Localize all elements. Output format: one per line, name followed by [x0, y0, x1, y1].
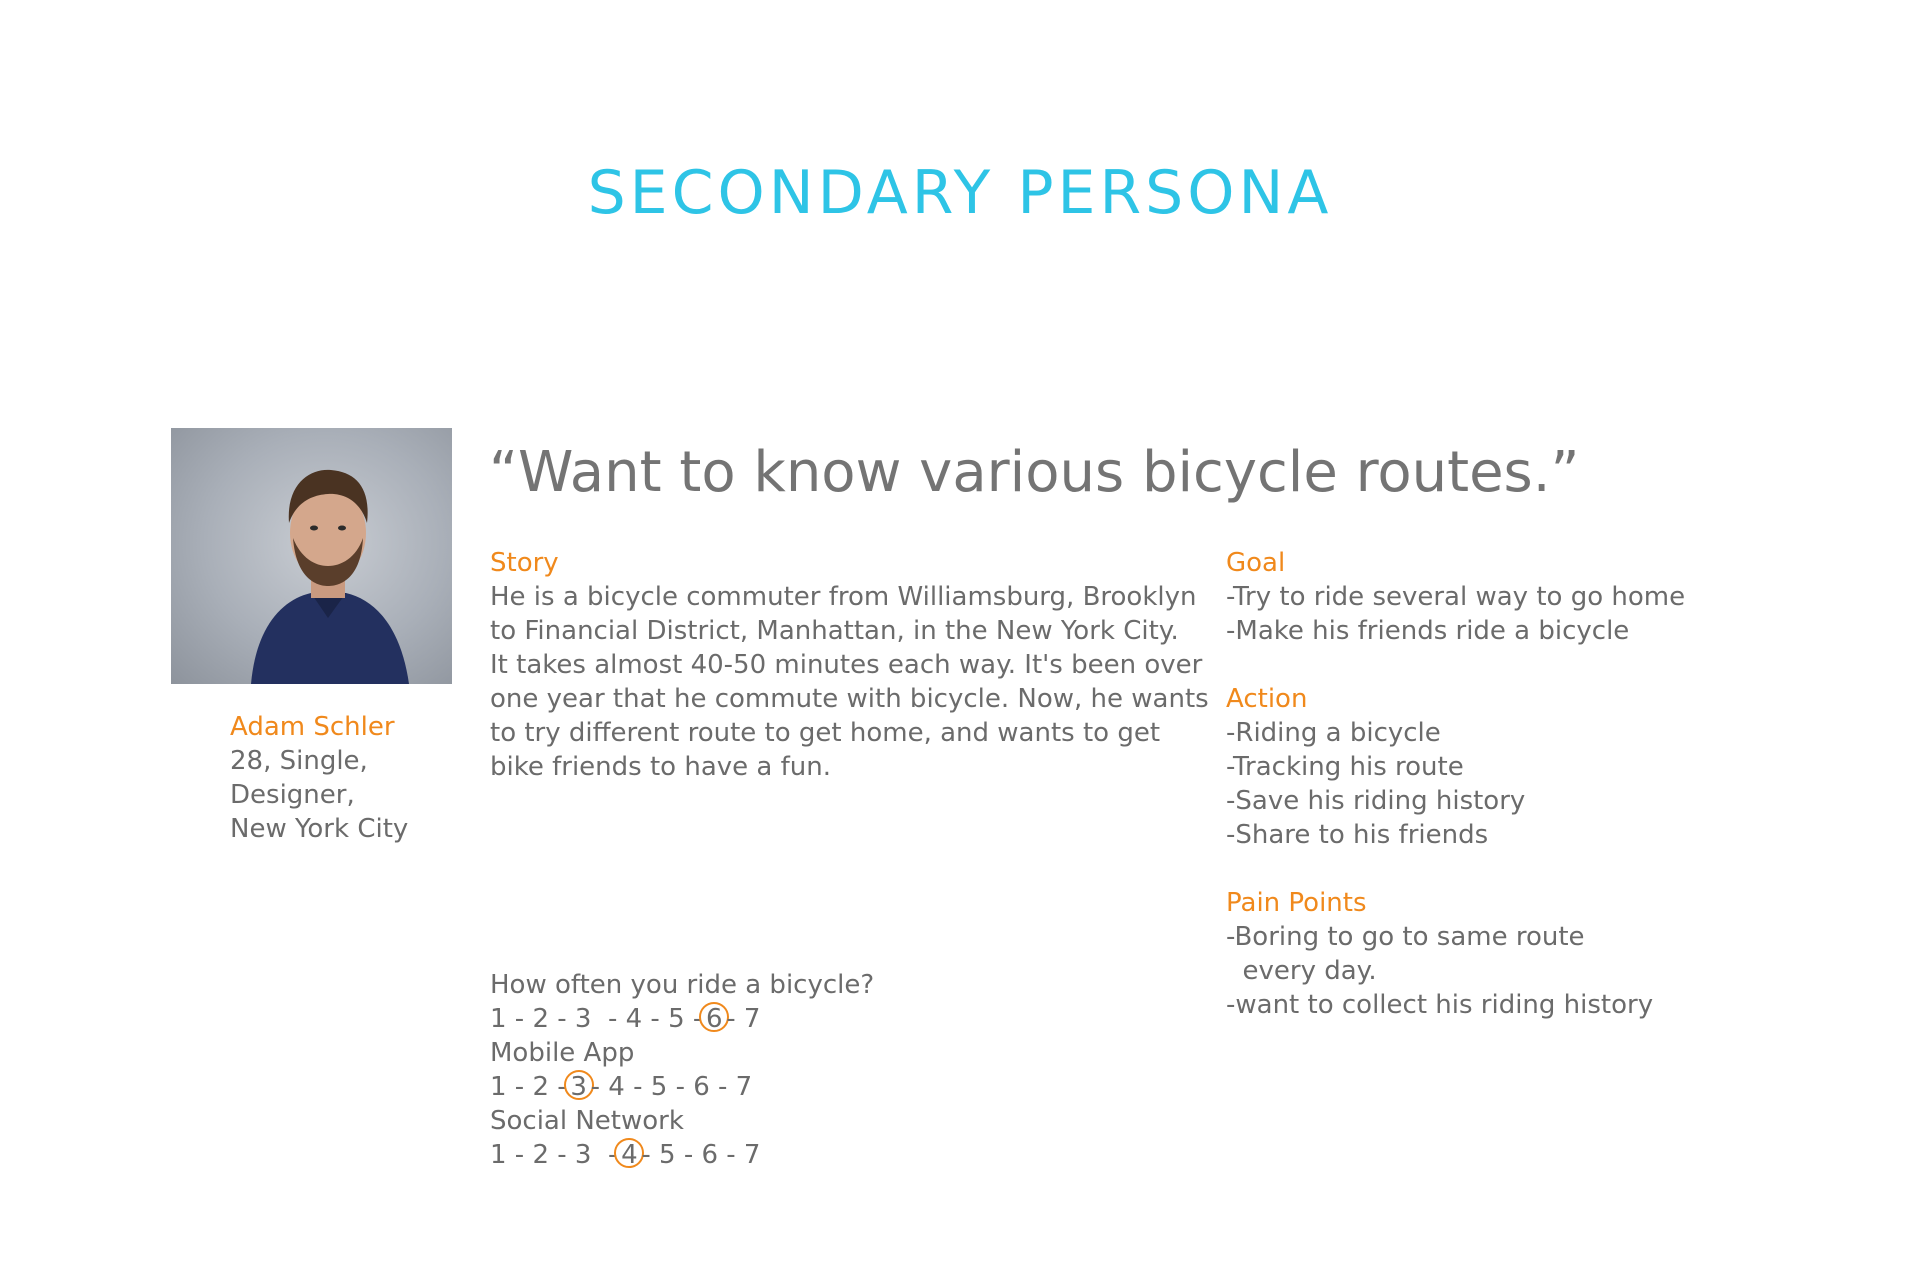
persona-detail: New York City	[230, 814, 409, 844]
selected-rating: 4	[614, 1138, 644, 1168]
story-line: It takes almost 40-50 minutes each way. It's been over	[490, 650, 1203, 680]
selected-rating: 6	[699, 1002, 729, 1032]
rating-scale	[490, 1002, 874, 1036]
pain-point-item: every day.	[1226, 956, 1377, 986]
persona-name: Adam Schler	[230, 712, 395, 742]
persona-photo	[171, 428, 452, 684]
rating-question: Social Network	[490, 1106, 684, 1136]
right-column	[1226, 546, 1685, 1056]
rating-question: How often you ride a bicycle?	[490, 970, 875, 1000]
pain-points-section	[1226, 886, 1685, 1022]
persona-info	[230, 710, 408, 846]
story-heading: Story	[490, 548, 559, 578]
persona-detail: 28, Single,	[230, 746, 368, 776]
selected-rating: 3	[564, 1070, 594, 1100]
story-line: bike friends to have a fun.	[490, 752, 831, 782]
story-section	[490, 546, 1210, 784]
scale-before: 1 - 2 - 3 -	[490, 1140, 618, 1170]
story-line: one year that he commute with bicycle. Now, he wants	[490, 684, 1209, 714]
goal-item: -Make his friends ride a bicycle	[1226, 616, 1630, 646]
scale-after: - 4 - 5 - 6 - 7	[590, 1072, 753, 1102]
action-item: -Tracking his route	[1226, 752, 1464, 782]
page-title: SECONDARY PERSONA	[587, 158, 1333, 228]
pain-point-item: -want to collect his riding history	[1226, 990, 1654, 1020]
goal-item: -Try to ride several way to go home	[1226, 582, 1686, 612]
ratings-section	[490, 968, 874, 1172]
scale-before: 1 - 2 -	[490, 1072, 567, 1102]
portrait-photo-icon	[171, 428, 452, 684]
action-section	[1226, 682, 1685, 852]
action-item: -Share to his friends	[1226, 820, 1489, 850]
scale-after: - 7	[726, 1004, 761, 1034]
scale-before: 1 - 2 - 3 - 4 - 5 -	[490, 1004, 703, 1034]
action-heading: Action	[1226, 684, 1308, 714]
persona-quote: “Want to know various bicycle routes.”	[489, 440, 1580, 505]
scale-after: - 5 - 6 - 7	[641, 1140, 761, 1170]
action-item: -Riding a bicycle	[1226, 718, 1441, 748]
story-line: He is a bicycle commuter from Williamsburg, Brooklyn	[490, 582, 1197, 612]
rating-question: Mobile App	[490, 1038, 635, 1068]
story-line: to try different route to get home, and wants to get	[490, 718, 1161, 748]
persona-detail: Designer,	[230, 780, 355, 810]
goal-heading: Goal	[1226, 548, 1286, 578]
pain-points-heading: Pain Points	[1226, 888, 1367, 918]
pain-point-item: -Boring to go to same route	[1226, 922, 1585, 952]
action-item: -Save his riding history	[1226, 786, 1526, 816]
goal-section	[1226, 546, 1685, 648]
story-line: to Financial District, Manhattan, in the New York City.	[490, 616, 1179, 646]
rating-scale	[490, 1070, 874, 1104]
rating-scale	[490, 1138, 874, 1172]
